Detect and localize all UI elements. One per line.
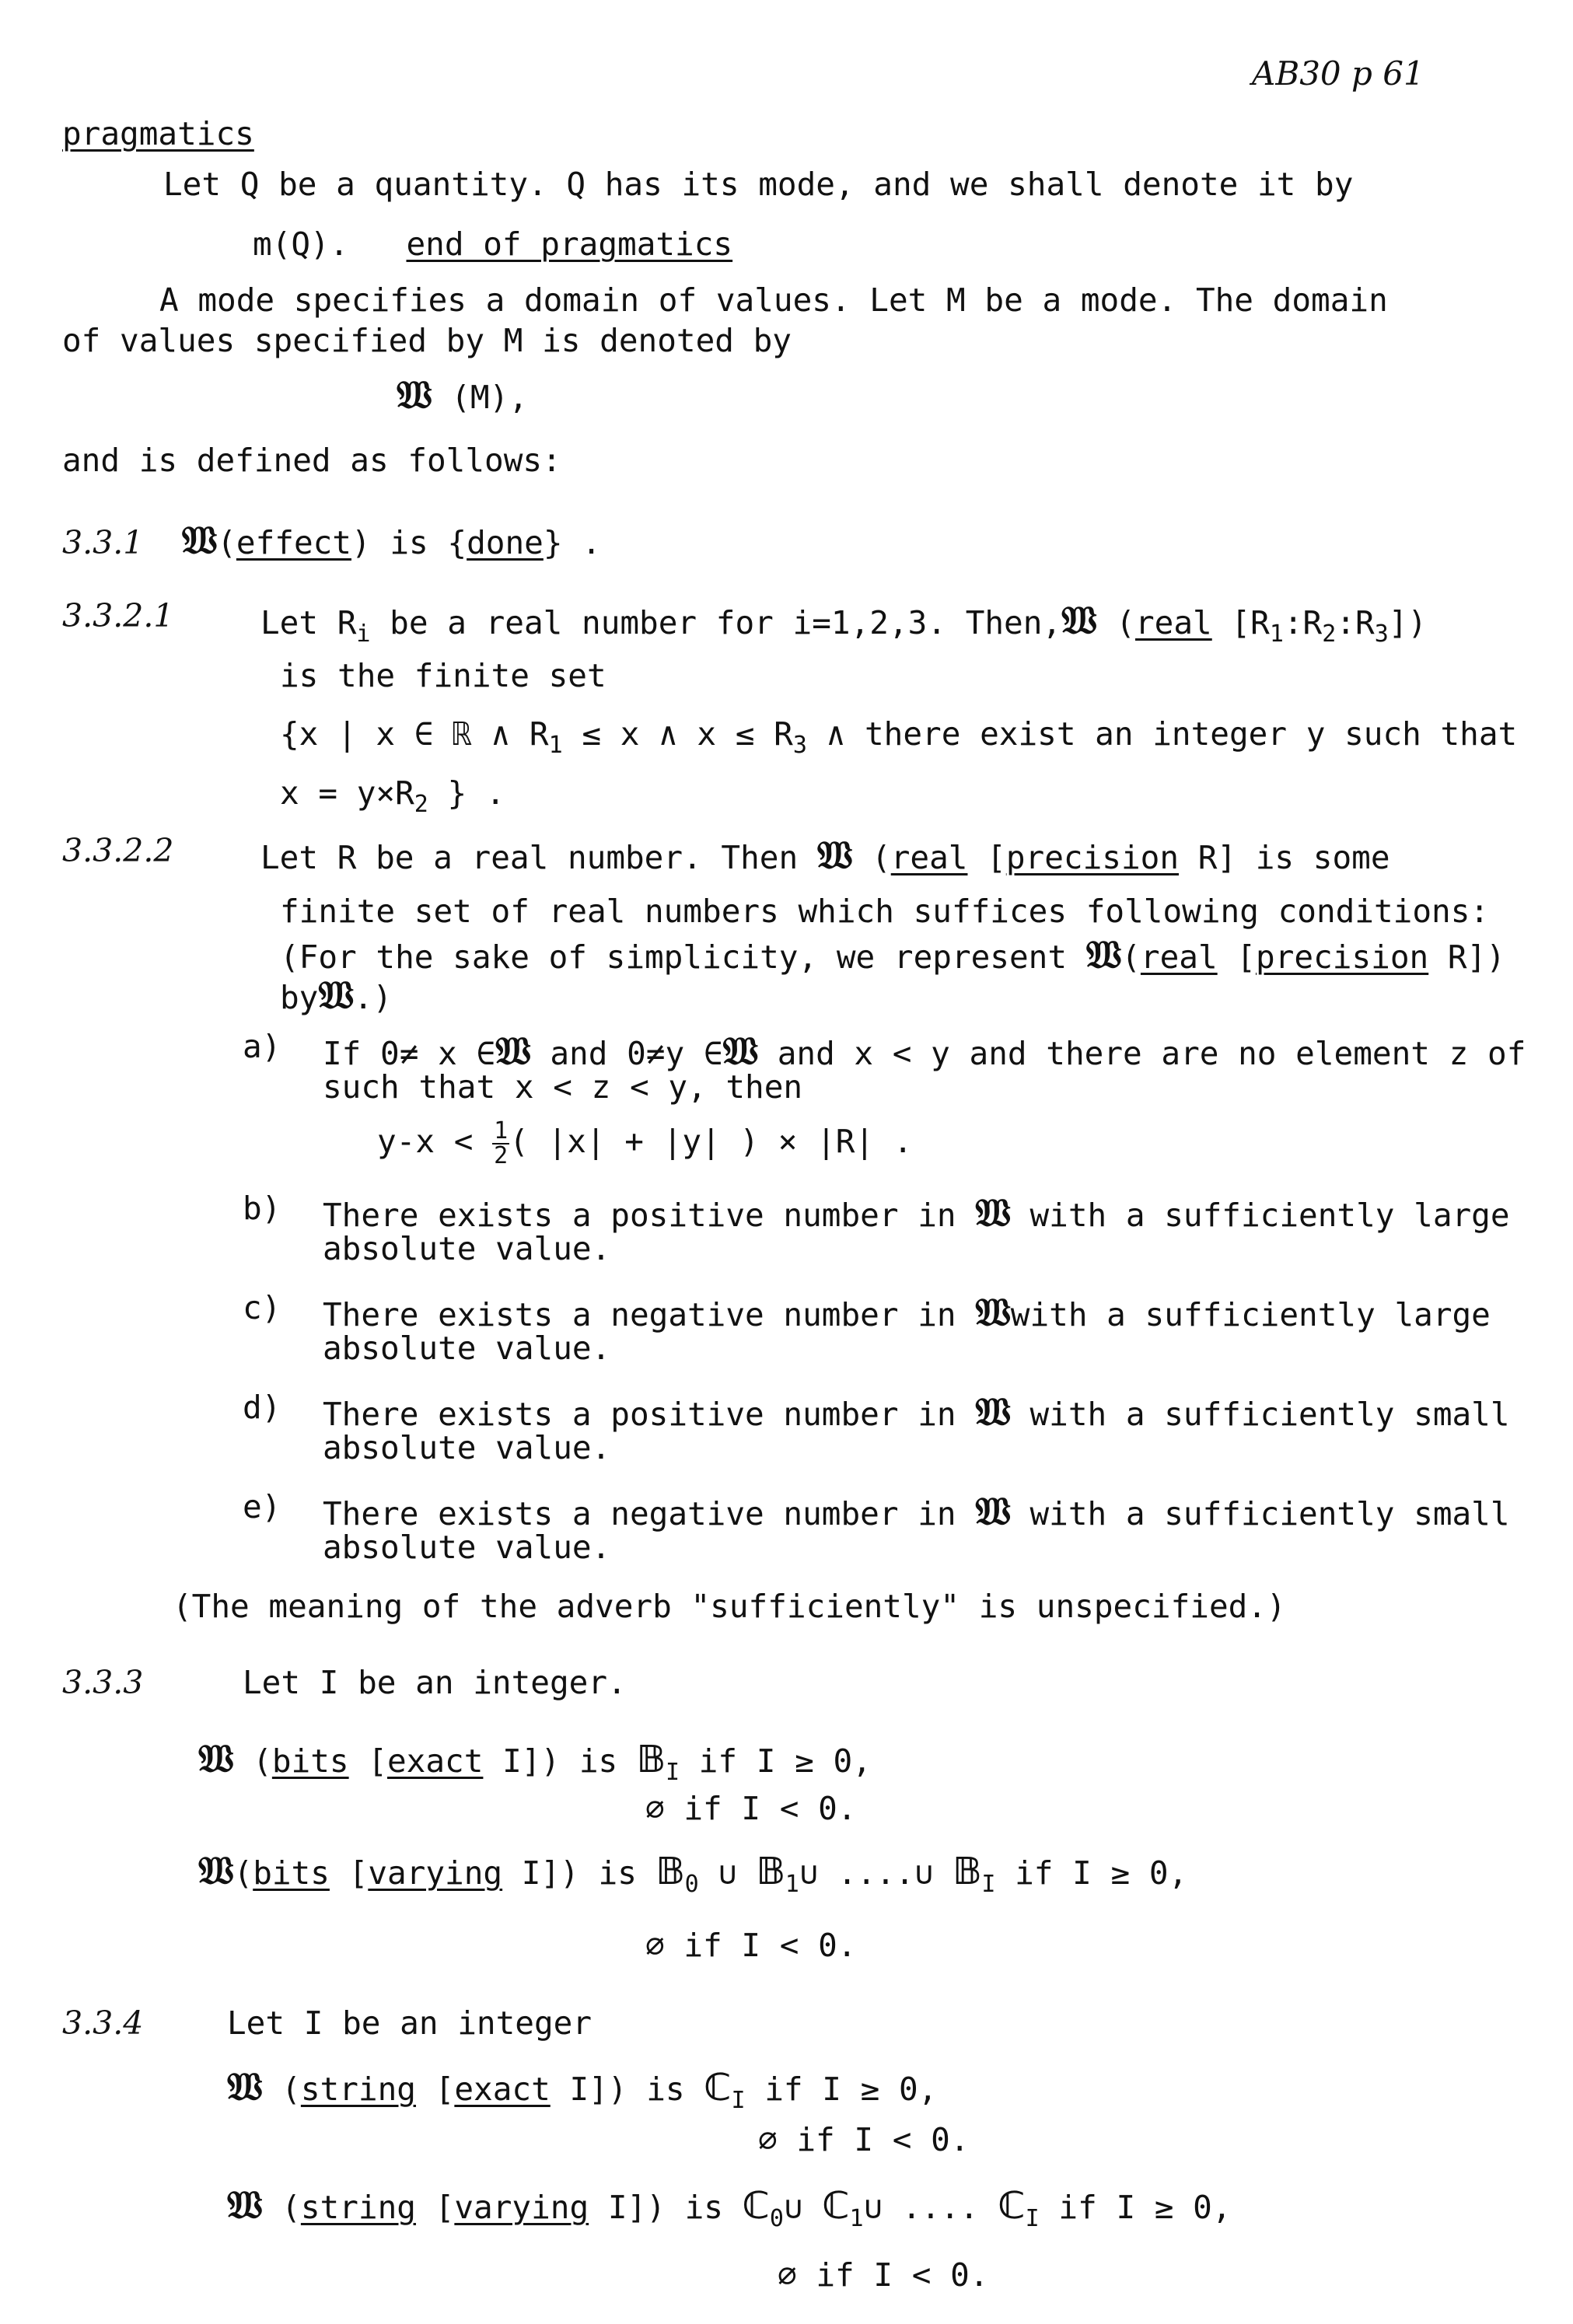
pragmatics-line-2 xyxy=(253,225,732,264)
keyword-varying: varying xyxy=(368,1854,503,1892)
section-number: 3.3.1 xyxy=(62,524,144,561)
list-item-label: c) xyxy=(243,1289,281,1326)
list-item-a-line-2: such that x < z < y, then xyxy=(323,1068,803,1106)
string-exact-line: 𝔚 (string [exact I]) is ℂ$_I$ if I ≥ 0, xyxy=(227,2064,938,2114)
page-reference: AB30 p 61 xyxy=(1252,54,1424,93)
mode-notation: m(Q). xyxy=(253,225,349,263)
section-3-3-2-1-line-3: {x | x ∈ ℝ ∧ $R_1 \le x$ ∧ $x \le R_3$ ∧ there exist an integer y such that xyxy=(280,715,1518,759)
keyword-done: done xyxy=(467,524,544,561)
list-item-c-line-2: absolute value. xyxy=(323,1330,611,1367)
w-symbol-icon: 𝔚 xyxy=(198,1847,234,1893)
section-3-3-2-2-line-4: by𝔚.) xyxy=(280,972,393,1018)
w-symbol-icon: 𝔚 xyxy=(975,1289,1011,1335)
bits-varying-line: 𝔚(bits [varying I]) is 𝔹$_0$ ∪ 𝔹$_1$∪ ....∪ 𝔹$_I$ if I ≥ 0, xyxy=(198,1847,1188,1898)
sufficiently-note: (The meaning of the adverb "sufficiently" is unspecified.) xyxy=(173,1588,1286,1625)
char-set-icon: ℂ xyxy=(998,2184,1026,2228)
char-set-icon: ℂ xyxy=(704,2066,732,2109)
keyword-real: real xyxy=(890,839,968,876)
list-item-e-line-1: There exists a negative number in 𝔚 with a sufficiently small xyxy=(323,1488,1510,1534)
w-symbol-icon: 𝔚 xyxy=(227,2182,263,2228)
char-set-icon: ℂ xyxy=(822,2184,850,2228)
list-item-c-line-1: There exists a negative number in 𝔚with a sufficiently large xyxy=(323,1289,1491,1335)
bits-varying-empty-line: ∅ if I < 0. xyxy=(645,1927,857,1964)
section-3-3-2-1-line-1: Let $R_i$ be a real number for i=1,2,3. Then,𝔚 (real $[R_1:R_2:R_3]$) xyxy=(260,597,1428,648)
bits-exact-empty-line: ∅ if I < 0. xyxy=(645,1790,857,1827)
section-3-3-1: 3.3.1 𝔚(effect) is {done} . xyxy=(62,517,601,563)
end-of-pragmatics: end of pragmatics xyxy=(406,225,733,263)
w-symbol-icon: 𝔚 xyxy=(816,832,853,878)
bits-exact-line: 𝔚 (bits [exact I]) is 𝔹$_I$ if I ≥ 0, xyxy=(198,1735,872,1786)
list-item-a-line-1: If 0≠ x ∈𝔚 and 0≠y ∈𝔚 and x < y and there are no element z of xyxy=(323,1028,1526,1074)
w-symbol-icon: 𝔚 xyxy=(1061,597,1097,643)
list-item-d-line-1: There exists a positive number in 𝔚 with a sufficiently small xyxy=(323,1389,1510,1435)
section-3-3-2-1-line-2: is the finite set xyxy=(280,657,606,694)
bits-set-icon: 𝔹 xyxy=(636,1738,666,1781)
w-symbol-icon: 𝔚 xyxy=(1085,931,1122,977)
keyword-real: real xyxy=(1135,604,1212,641)
intro-line-3: and is defined as follows: xyxy=(62,442,561,479)
char-set-icon: ℂ xyxy=(742,2184,770,2228)
list-item-d-line-2: absolute value. xyxy=(323,1429,611,1466)
keyword-exact: exact xyxy=(454,2071,551,2108)
section-3-3-2-1-line-4: $x = y\times R_2$ } . xyxy=(280,774,505,818)
keyword-bits: bits xyxy=(271,1742,349,1780)
bits-set-icon: 𝔹 xyxy=(655,1850,685,1893)
list-item-label: a) xyxy=(243,1028,281,1065)
string-varying-line: 𝔚 (string [varying I]) is ℂ$_0$∪ ℂ$_1$∪ .... ℂ$_I$ if I ≥ 0, xyxy=(227,2182,1232,2232)
section-number: 3.3.2.1 xyxy=(62,597,174,634)
w-symbol-icon: 𝔚 xyxy=(495,1028,531,1074)
w-symbol-icon: 𝔚 xyxy=(975,1389,1011,1435)
w-symbol-icon: 𝔚 xyxy=(975,1488,1011,1534)
list-item-b-line-2: absolute value. xyxy=(323,1230,611,1267)
bits-set-icon: 𝔹 xyxy=(756,1850,785,1893)
keyword-string: string xyxy=(300,2071,416,2108)
w-symbol-icon: 𝔚 xyxy=(227,2064,263,2109)
string-exact-empty-line: ∅ if I < 0. xyxy=(758,2121,970,2158)
section-3-3-2-2-line-1: Let R be a real number. Then 𝔚 (real [precision R] is some xyxy=(260,832,1390,878)
domain-formula xyxy=(397,372,528,418)
intro-line-1: A mode specifies a domain of values. Let M be a mode. The domain xyxy=(159,281,1388,319)
w-symbol-icon: 𝔚 xyxy=(975,1190,1011,1235)
section-number: 3.3.4 xyxy=(62,2004,144,2042)
formula-arg: (M), xyxy=(451,379,528,416)
section-3-3-2-2-line-3: (For the sake of simplicity, we represent 𝔚(real [precision R]) xyxy=(280,931,1505,977)
w-symbol-icon: 𝔚 xyxy=(722,1028,759,1074)
list-item-e-line-2: absolute value. xyxy=(323,1529,611,1566)
keyword-varying: varying xyxy=(454,2189,589,2226)
section-number: 3.3.3 xyxy=(62,1664,144,1701)
list-item-label: b) xyxy=(243,1190,281,1227)
list-item-label: e) xyxy=(243,1488,281,1525)
keyword-effect: effect xyxy=(236,524,351,561)
list-item-a-formula: y-x < $\frac{1}{2}$ ( |x| + |y| ) × |R| . xyxy=(377,1117,913,1169)
w-symbol-icon: 𝔚 xyxy=(181,517,218,563)
section-3-3-4-intro: Let I be an integer xyxy=(227,2004,592,2042)
fraction: $\frac{1}{2}$ xyxy=(494,1117,509,1169)
pragmatics-heading: pragmatics xyxy=(62,115,254,152)
intro-line-2: of values specified by M is denoted by xyxy=(62,322,792,359)
w-symbol-icon: 𝔚 xyxy=(397,372,432,418)
keyword-exact: exact xyxy=(387,1742,484,1780)
pragmatics-line-1: Let Q be a quantity. Q has its mode, and we shall denote it by xyxy=(163,166,1354,203)
section-3-3-2-2-line-2: finite set of real numbers which suffices following conditions: xyxy=(280,893,1490,930)
list-item-b-line-1: There exists a positive number in 𝔚 with a sufficiently large xyxy=(323,1190,1510,1235)
section-3-3-3-intro: Let I be an integer. xyxy=(243,1664,627,1701)
bits-set-icon: 𝔹 xyxy=(953,1850,982,1893)
keyword-precision: precision xyxy=(1005,839,1180,876)
section-number: 3.3.2.2 xyxy=(62,832,174,869)
w-symbol-icon: 𝔚 xyxy=(318,972,354,1018)
w-symbol-icon: 𝔚 xyxy=(198,1735,234,1781)
string-varying-empty-line: ∅ if I < 0. xyxy=(778,2256,989,2294)
list-item-label: d) xyxy=(243,1389,281,1426)
